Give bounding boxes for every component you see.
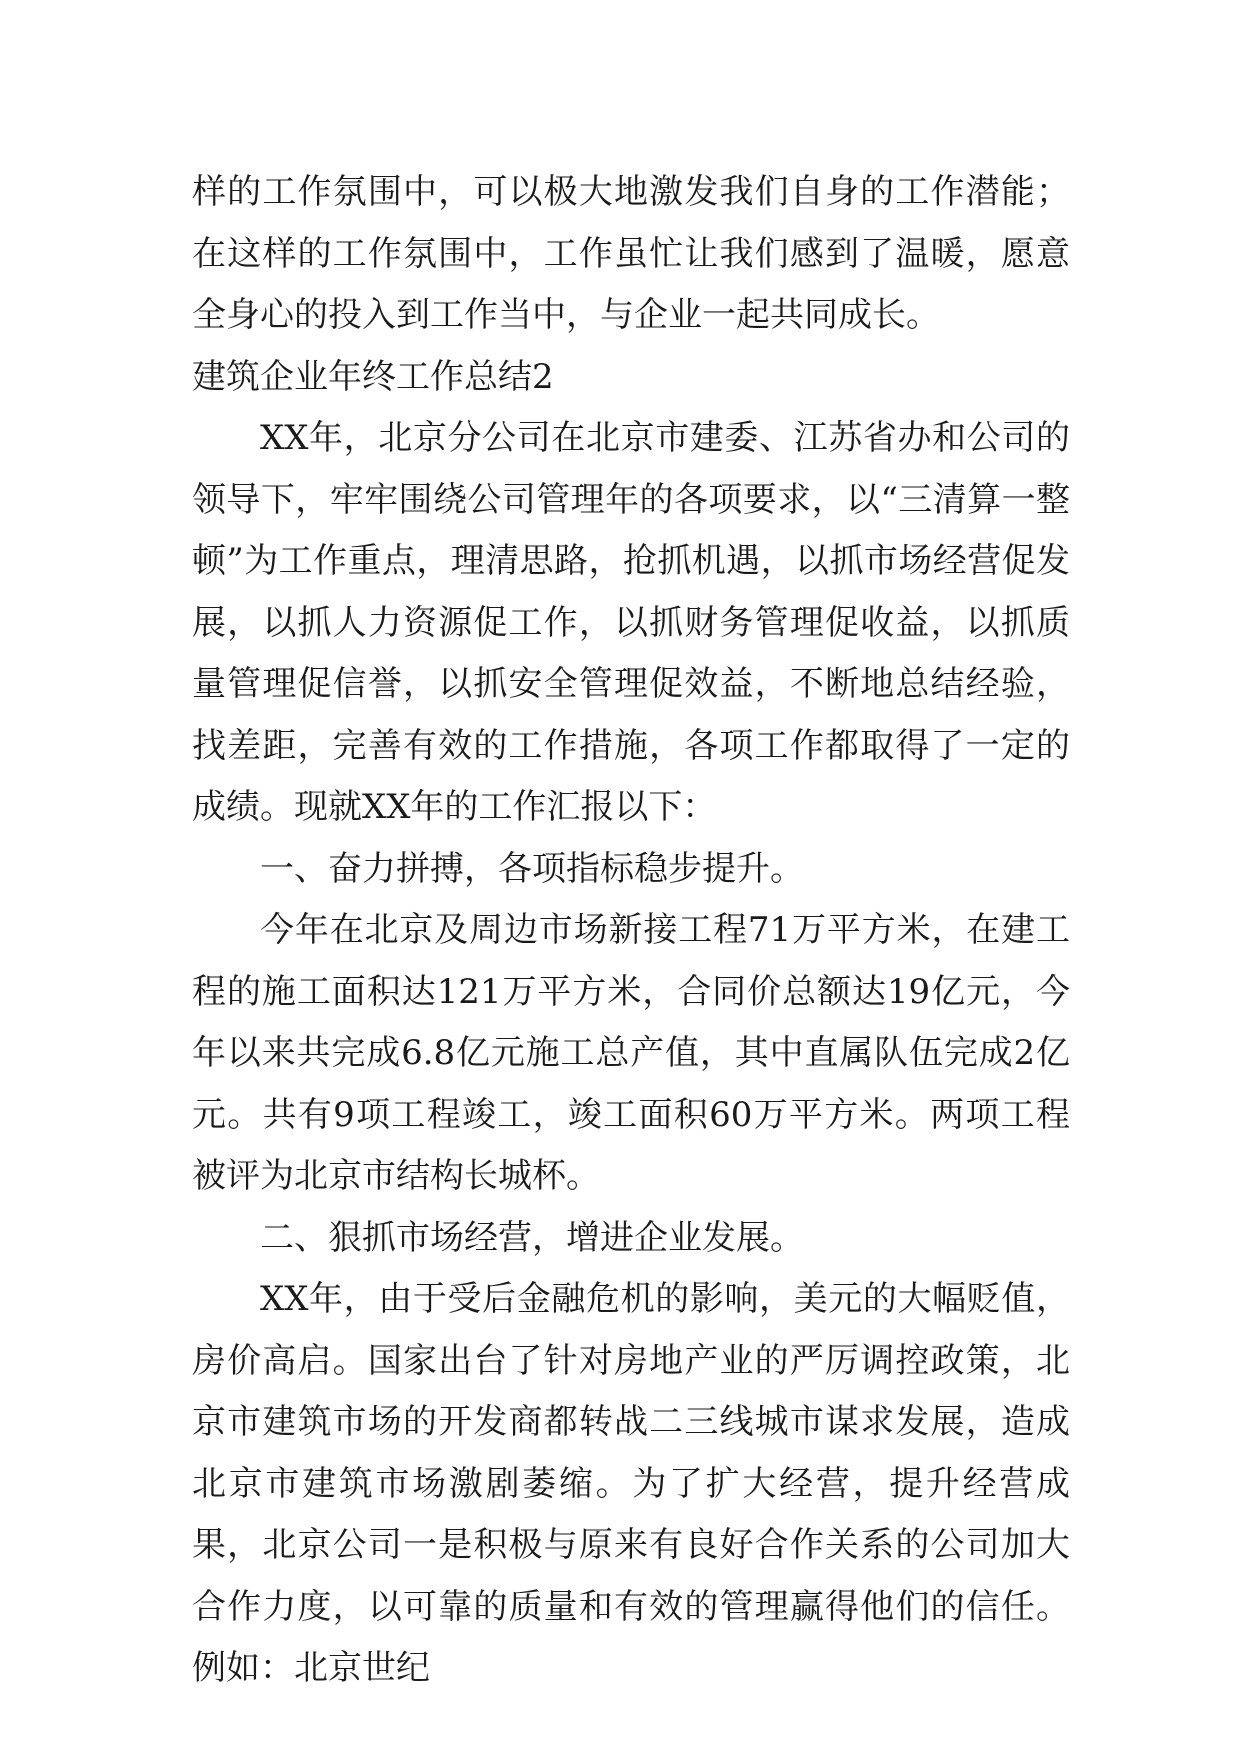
- document-body: [192, 162, 1070, 1700]
- paragraph-metrics: 今年在北京及周边市场新接工程71万平方米，在建工程的施工面积达121万平方米，合同价总额达19亿元，今年以来共完成6.8亿元施工总产值，其中直属队伍完成2亿元。共有9项工程竣工，竣工面积60万平方米。两项工程被评为北京市结构长城杯。: [192, 910, 1070, 1196]
- paragraph-continued: 样的工作氛围中，可以极大地激发我们自身的工作潜能；在这样的工作氛围中，工作虽忙让我们感到了温暖，愿意全身心的投入到工作当中，与企业一起共同成长。: [192, 172, 1070, 335]
- subheading-one: 一、奋力拼搏，各项指标稳步提升。: [260, 848, 804, 889]
- section-heading: 建筑企业年终工作总结2: [192, 356, 554, 397]
- paragraph-intro: XX年，北京分公司在北京市建委、江苏省办和公司的领导下，牢牢围绕公司管理年的各项要求，以“三清算一整顿”为工作重点，理清思路，抢抓机遇，以抓市场经营促发展，以抓人力资源促工作，以抓财务管理促收益，以抓质量管理促信誉，以抓安全管理促效益，不断地总结经验，找差距，完善有效的工作措施，各项工作都取得了一定的成绩。现就XX年的工作汇报以下：: [192, 418, 1070, 827]
- paragraph-market: XX年，由于受后金融危机的影响，美元的大幅贬值，房价高启。国家出台了针对房地产业的严厉调控政策，北京市建筑市场的开发商都转战二三线城市谋求发展，造成北京市建筑市场激剧萎缩。为了扩大经营，提升经营成果，北京公司一是积极与原来有良好合作关系的公司加大合作力度，以可靠的质量和有效的管理赢得他们的信任。例如：北京世纪: [192, 1279, 1070, 1688]
- subheading-two: 二、狠抓市场经营，增进企业发展。: [260, 1217, 804, 1258]
